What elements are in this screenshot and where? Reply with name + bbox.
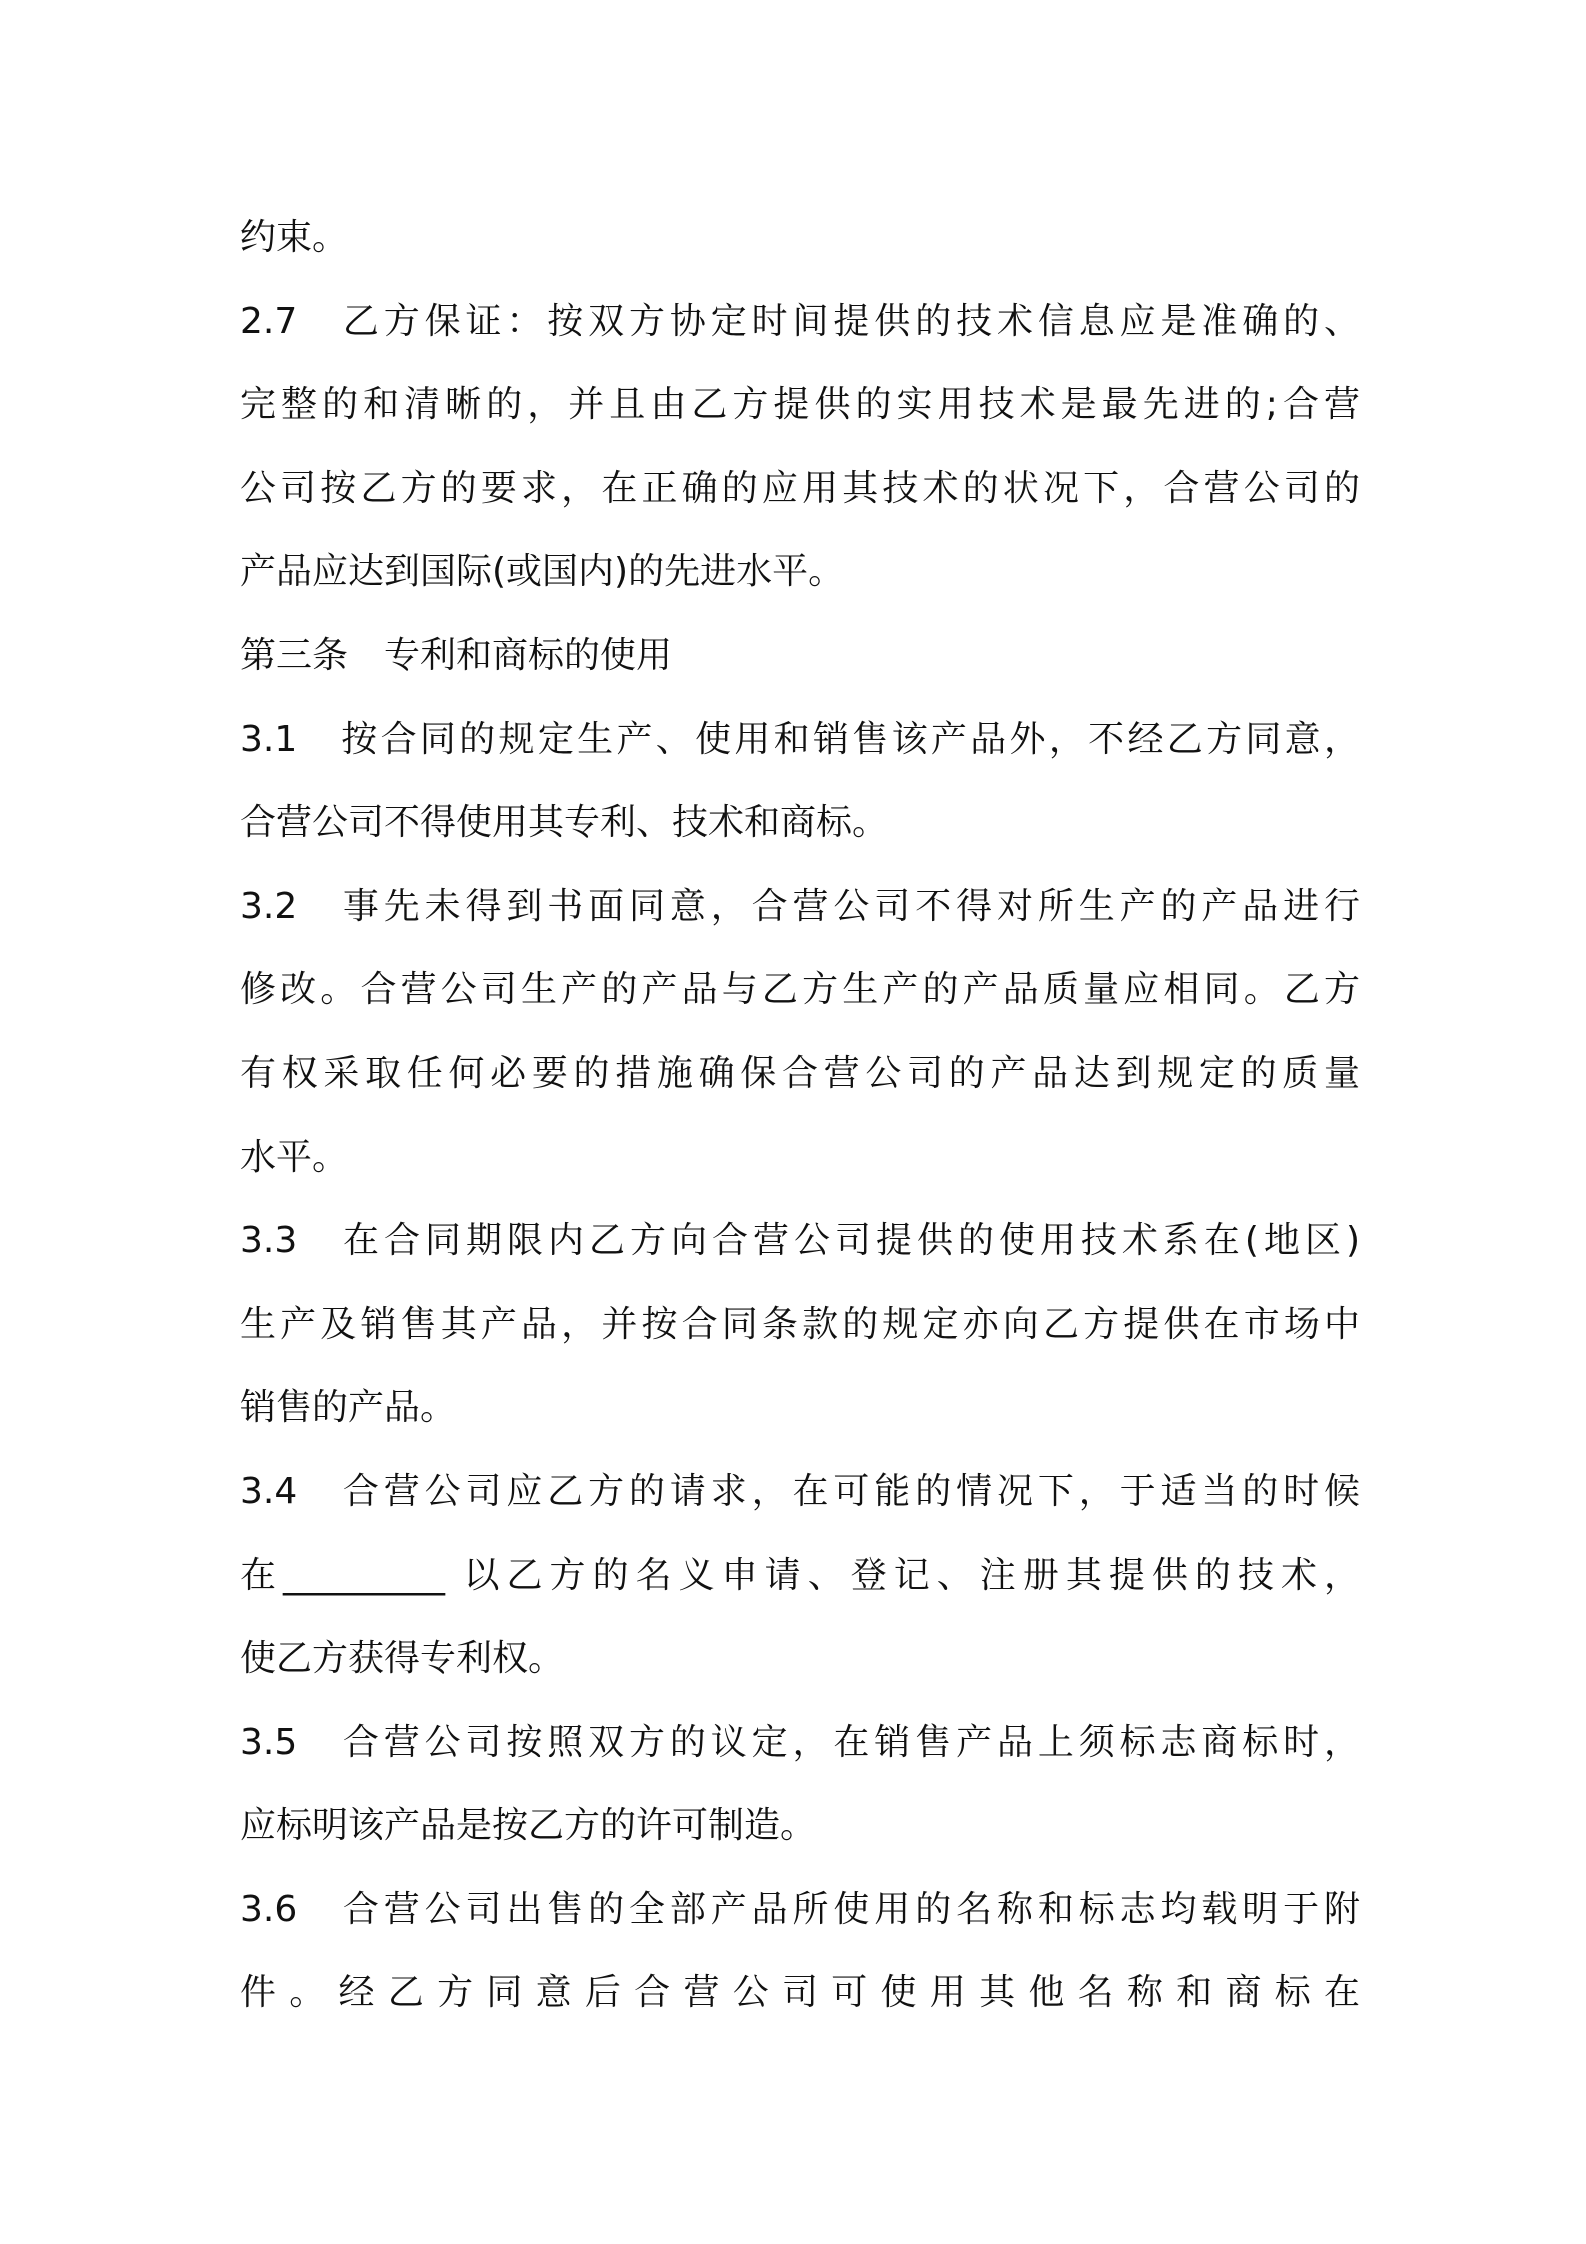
- text-line: [240, 865, 1360, 949]
- text-line: [240, 1784, 1360, 1868]
- text-line: [240, 1951, 1360, 2035]
- text-line: [240, 1868, 1360, 1952]
- clause-number: 3.1: [240, 718, 298, 760]
- line-text: 产品应达到国际(或国内)的先进水平。: [240, 551, 845, 593]
- text-line: [240, 1701, 1360, 1785]
- text-line: [240, 1032, 1360, 1116]
- text-line: [240, 1534, 1360, 1618]
- line-text: 完整的和清晰的，并且由乙方提供的实用技术是最先进的;合营: [240, 384, 1360, 426]
- text-line: [240, 363, 1360, 447]
- text-line: [240, 698, 1360, 782]
- line-text: 有权采取任何必要的措施确保合营公司的产品达到规定的质量: [240, 1052, 1360, 1094]
- text-line: [240, 447, 1360, 531]
- clause-number: 3.4: [240, 1470, 298, 1512]
- text-line: [240, 781, 1360, 865]
- line-text: 修改。合营公司生产的产品与乙方生产的产品质量应相同。乙方: [240, 969, 1360, 1011]
- line-text: 第三条 专利和商标的使用: [240, 634, 673, 676]
- clause-number: 2.7: [240, 300, 298, 342]
- line-text: 在合同期限内乙方向合营公司提供的使用技术系在(地区): [338, 1220, 1360, 1262]
- line-text: 事先未得到书面同意，合营公司不得对所生产的产品进行: [338, 885, 1360, 927]
- text-line: [240, 280, 1360, 364]
- line-text: 约束。: [240, 217, 349, 258]
- line-text: 按合同的规定生产、使用和销售该产品外，不经乙方同意，: [338, 718, 1360, 760]
- text-line: [240, 1199, 1360, 1283]
- line-text: 乙方保证：按双方协定时间提供的技术信息应是准确的、: [338, 300, 1360, 342]
- text-line: [240, 1283, 1360, 1367]
- clause-number: 3.3: [240, 1220, 298, 1262]
- text-line: [240, 1116, 1360, 1200]
- line-text: 水平。: [240, 1136, 349, 1178]
- text-line: [240, 1617, 1360, 1701]
- text-line: [240, 614, 1360, 698]
- line-text: 生产及销售其产品，并按合同条款的规定亦向乙方提供在市场中: [240, 1303, 1360, 1345]
- clause-number: 3.6: [240, 1888, 298, 1930]
- clause-number: 3.5: [240, 1721, 298, 1763]
- text-line: [240, 530, 1360, 614]
- line-text: 在_________ 以乙方的名义申请、登记、注册其提供的技术，: [240, 1554, 1360, 1596]
- line-text: 合营公司不得使用其专利、技术和商标。: [240, 802, 889, 844]
- text-line: [240, 1366, 1360, 1450]
- line-text: 合营公司应乙方的请求，在可能的情况下，于适当的时候: [338, 1470, 1360, 1512]
- text-line: [240, 948, 1360, 1032]
- line-text: 销售的产品。: [240, 1387, 457, 1429]
- line-text: 合营公司出售的全部产品所使用的名称和标志均载明于附: [338, 1888, 1360, 1930]
- text-line: [240, 196, 1360, 280]
- line-text: 公司按乙方的要求，在正确的应用其技术的状况下，合营公司的: [240, 467, 1360, 509]
- line-text: 应标明该产品是按乙方的许可制造。: [240, 1805, 817, 1847]
- document-body: [240, 196, 1360, 2035]
- text-line: [240, 1450, 1360, 1534]
- line-text: 合营公司按照双方的议定，在销售产品上须标志商标时，: [338, 1721, 1360, 1763]
- line-text: 使乙方获得专利权。: [240, 1638, 565, 1680]
- clause-number: 3.2: [240, 885, 298, 927]
- line-text: 件。经乙方同意后合营公司可使用其他名称和商标在: [240, 1972, 1360, 2014]
